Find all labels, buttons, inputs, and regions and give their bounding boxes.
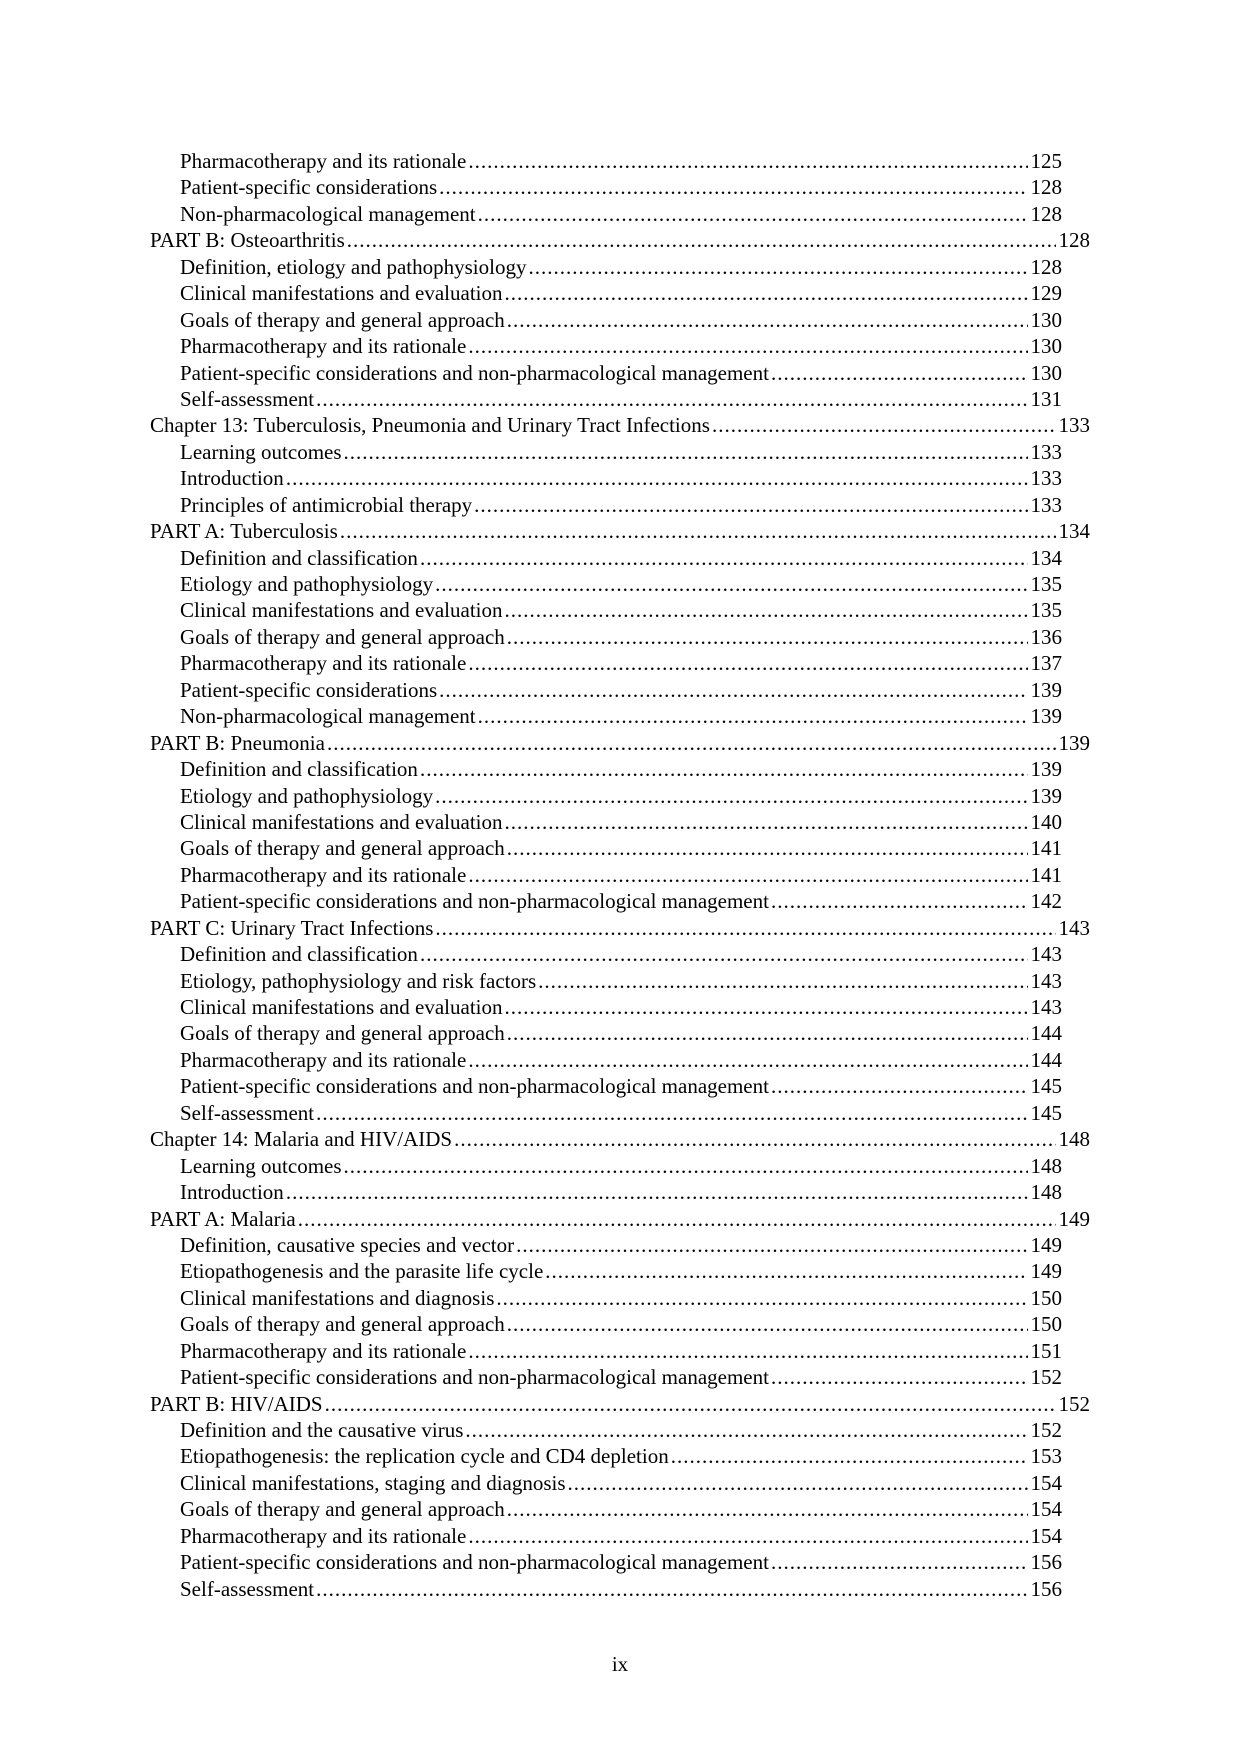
toc-subsection-entry — [180, 941, 1062, 967]
toc-entry-page-number: 128 — [1030, 201, 1062, 226]
dot-leader — [435, 915, 1055, 941]
dot-leader — [439, 677, 1027, 703]
toc-entry-page-number: 149 — [1030, 1232, 1062, 1257]
dot-leader — [507, 835, 1028, 861]
toc-subsection-entry — [180, 624, 1062, 650]
dot-leader — [505, 994, 1028, 1020]
toc-entry-title: Clinical manifestations, staging and diagnosis — [180, 1470, 566, 1495]
toc-entry-title: Introduction — [180, 466, 284, 491]
toc-section-entry — [150, 1206, 1090, 1232]
toc-entry-title: Introduction — [180, 1180, 284, 1205]
toc-subsection-entry — [180, 677, 1062, 703]
toc-entry-title: Goals of therapy and general approach — [180, 307, 505, 332]
toc-entry-page-number: 156 — [1030, 1550, 1062, 1575]
toc-entry-title: Clinical manifestations and evaluation — [180, 281, 503, 306]
toc-subsection-entry — [180, 597, 1062, 623]
toc-subsection-entry — [180, 307, 1062, 333]
toc-entry-title: Non-pharmacological management — [180, 201, 476, 226]
toc-subsection-entry — [180, 1232, 1062, 1258]
toc-entry-page-number: 142 — [1030, 889, 1062, 914]
toc-section-entry — [150, 915, 1090, 941]
toc-subsection-entry — [180, 1523, 1062, 1549]
toc-entry-page-number: 133 — [1030, 439, 1062, 464]
toc-subsection-entry — [180, 280, 1062, 306]
toc-section-entry — [150, 1391, 1090, 1417]
dot-leader — [496, 1285, 1027, 1311]
toc-subsection-entry — [180, 1443, 1062, 1469]
toc-entry-title: Self-assessment — [180, 386, 315, 411]
dot-leader — [505, 809, 1028, 835]
toc-section-entry — [150, 1126, 1090, 1152]
toc-entry-page-number: 130 — [1030, 360, 1062, 385]
toc-section-entry — [150, 412, 1090, 438]
toc-subsection-entry — [180, 1100, 1062, 1126]
toc-entry-page-number: 139 — [1058, 730, 1090, 755]
toc-entry-title: Clinical manifestations and evaluation — [180, 995, 503, 1019]
toc-subsection-entry — [180, 783, 1062, 809]
toc-entry-page-number: 134 — [1058, 519, 1090, 544]
toc-subsection-entry — [180, 650, 1062, 676]
dot-leader — [435, 783, 1027, 809]
toc-entry-page-number: 139 — [1030, 757, 1062, 782]
toc-subsection-entry — [180, 1311, 1062, 1337]
toc-entry-page-number: 128 — [1030, 175, 1062, 200]
toc-entry-page-number: 148 — [1030, 1153, 1062, 1178]
toc-subsection-entry — [180, 994, 1062, 1020]
toc-subsection-entry — [180, 201, 1062, 227]
dot-leader — [505, 597, 1028, 623]
toc-entry-page-number: 131 — [1030, 386, 1062, 411]
toc-subsection-entry — [180, 1576, 1062, 1602]
toc-entry-page-number: 154 — [1030, 1523, 1062, 1548]
toc-entry-title: Patient-specific considerations and non-pharmacological management — [180, 889, 769, 914]
toc-entry-page-number: 152 — [1058, 1391, 1090, 1416]
toc-subsection-entry — [180, 1153, 1062, 1179]
toc-entry-title: Goals of therapy and general approach — [180, 624, 505, 649]
toc-subsection-entry — [180, 1285, 1062, 1311]
toc-entry-title: Pharmacotherapy and its rationale — [180, 334, 467, 359]
toc-subsection-entry — [180, 703, 1062, 729]
dot-leader — [344, 1153, 1028, 1179]
toc-entry-title: Goals of therapy and general approach — [180, 1021, 505, 1046]
dot-leader — [545, 1258, 1027, 1284]
toc-subsection-entry — [180, 809, 1062, 835]
dot-leader — [468, 148, 1027, 174]
toc-entry-title: PART B: HIV/AIDS — [150, 1391, 323, 1416]
toc-entry-page-number: 133 — [1030, 466, 1062, 491]
dot-leader — [468, 650, 1027, 676]
toc-entry-title: Learning outcomes — [180, 1153, 342, 1178]
toc-entry-title: PART C: Urinary Tract Infections — [150, 915, 434, 940]
toc-subsection-entry — [180, 1179, 1062, 1205]
toc-entry-title: Non-pharmacological management — [180, 704, 476, 729]
toc-entry-title: Pharmacotherapy and its rationale — [180, 1338, 467, 1363]
toc-entry-title: Goals of therapy and general approach — [180, 836, 505, 861]
dot-leader — [468, 1047, 1027, 1073]
dot-leader — [468, 333, 1027, 359]
toc-subsection-entry — [180, 1258, 1062, 1284]
toc-subsection-entry — [180, 333, 1062, 359]
dot-leader — [420, 941, 1028, 967]
toc-entry-page-number: 139 — [1030, 677, 1062, 702]
toc-entry-title: Goals of therapy and general approach — [180, 1312, 505, 1337]
toc-entry-page-number: 152 — [1030, 1418, 1062, 1442]
toc-subsection-entry — [180, 148, 1062, 174]
toc-entry-page-number: 125 — [1030, 149, 1062, 173]
toc-entry-page-number: 149 — [1058, 1206, 1090, 1231]
dot-leader — [454, 1126, 1055, 1152]
toc-entry-page-number: 148 — [1030, 1180, 1062, 1205]
toc-entry-title: Pharmacotherapy and its rationale — [180, 1523, 467, 1548]
toc-subsection-entry — [180, 545, 1062, 571]
dot-leader — [420, 756, 1028, 782]
toc-subsection-entry — [180, 888, 1062, 914]
toc-entry-page-number: 140 — [1030, 809, 1062, 834]
toc-subsection-entry — [180, 492, 1062, 518]
toc-entry-title: PART A: Tuberculosis — [150, 519, 338, 544]
dot-leader — [468, 862, 1027, 888]
toc-entry-title: Patient-specific considerations and non-pharmacological management — [180, 1550, 769, 1575]
toc-entry-page-number: 152 — [1030, 1365, 1062, 1390]
dot-leader — [347, 227, 1056, 253]
toc-entry-title: Etiopathogenesis: the replication cycle and CD4 depletion — [180, 1444, 669, 1469]
dot-leader — [478, 703, 1028, 729]
dot-leader — [507, 624, 1028, 650]
toc-entry-title: Clinical manifestations and diagnosis — [180, 1285, 495, 1310]
toc-entry-title: Pharmacotherapy and its rationale — [180, 651, 467, 676]
toc-entry-title: Self-assessment — [180, 1100, 315, 1125]
toc-entry-page-number: 128 — [1058, 228, 1090, 253]
toc-entry-page-number: 145 — [1030, 1100, 1062, 1125]
toc-entry-title: PART A: Malaria — [150, 1206, 296, 1231]
toc-entry-page-number: 144 — [1030, 1021, 1062, 1046]
toc-entry-page-number: 134 — [1030, 545, 1062, 570]
toc-entry-page-number: 133 — [1058, 413, 1090, 438]
toc-subsection-entry — [180, 1047, 1062, 1073]
toc-entry-title: Definition and classification — [180, 545, 418, 570]
toc-entry-page-number: 129 — [1030, 281, 1062, 306]
toc-entry-title: Etiopathogenesis and the parasite life cycle — [180, 1259, 544, 1284]
toc-entry-title: Patient-specific considerations — [180, 175, 438, 200]
dot-leader — [474, 492, 1027, 518]
dot-leader — [478, 201, 1028, 227]
toc-entry-title: Definition and classification — [180, 757, 418, 782]
toc-entry-page-number: 135 — [1030, 598, 1062, 623]
toc-entry-title: Etiology, pathophysiology and risk factors — [180, 968, 537, 993]
toc-entry-page-number: 154 — [1030, 1470, 1062, 1495]
toc-subsection-entry — [180, 1073, 1062, 1099]
toc-subsection-entry — [180, 835, 1062, 861]
toc-entry-page-number: 154 — [1030, 1497, 1062, 1522]
dot-leader — [528, 254, 1027, 280]
toc-entry-title: Chapter 13: Tuberculosis, Pneumonia and Urinary Tract Infections — [150, 413, 710, 438]
toc-entry-title: Patient-specific considerations and non-pharmacological management — [180, 1365, 769, 1390]
page-number: ix — [611, 1652, 629, 1676]
dot-leader — [344, 439, 1028, 465]
toc-entry-title: Pharmacotherapy and its rationale — [180, 149, 467, 173]
dot-leader — [712, 412, 1056, 438]
toc-subsection-entry — [180, 571, 1062, 597]
dot-leader — [325, 1391, 1056, 1417]
dot-leader — [507, 1311, 1028, 1337]
dot-leader — [420, 545, 1028, 571]
dot-leader — [327, 730, 1056, 756]
toc-subsection-entry — [180, 360, 1062, 386]
toc-section-entry — [150, 518, 1090, 544]
dot-leader — [439, 174, 1027, 200]
dot-leader — [516, 1232, 1027, 1258]
toc-entry-page-number: 148 — [1058, 1127, 1090, 1152]
dot-leader — [505, 280, 1028, 306]
toc-entry-title: PART B: Pneumonia — [150, 730, 325, 755]
dot-leader — [771, 1073, 1028, 1099]
toc-entry-page-number: 153 — [1030, 1444, 1062, 1469]
dot-leader — [286, 1179, 1028, 1205]
toc-entry-title: Clinical manifestations and evaluation — [180, 809, 503, 834]
toc-entry-page-number: 141 — [1030, 862, 1062, 887]
dot-leader — [507, 307, 1028, 333]
toc-entry-page-number: 139 — [1030, 704, 1062, 729]
toc-subsection-entry — [180, 1417, 1062, 1443]
toc-entry-page-number: 133 — [1030, 492, 1062, 517]
dot-leader — [298, 1206, 1056, 1232]
toc-entry-page-number: 143 — [1030, 968, 1062, 993]
toc-entry-title: Goals of therapy and general approach — [180, 1497, 505, 1522]
toc-entry-page-number: 151 — [1030, 1338, 1062, 1363]
toc-subsection-entry — [180, 1470, 1062, 1496]
dot-leader — [771, 888, 1028, 914]
toc-entry-title: Principles of antimicrobial therapy — [180, 492, 473, 517]
toc-subsection-entry — [180, 254, 1062, 280]
toc-subsection-entry — [180, 862, 1062, 888]
toc-subsection-entry — [180, 439, 1062, 465]
toc-entry-page-number: 130 — [1030, 334, 1062, 359]
toc-section-entry — [150, 730, 1090, 756]
toc-entry-title: Patient-specific considerations and non-pharmacological management — [180, 1074, 769, 1099]
toc-entry-title: Etiology and pathophysiology — [180, 572, 434, 596]
toc-entry-title: Pharmacotherapy and its rationale — [180, 862, 467, 887]
toc-entry-title: PART B: Osteoarthritis — [150, 228, 345, 253]
toc-subsection-entry — [180, 1364, 1062, 1390]
toc-entry-title: Chapter 14: Malaria and HIV/AIDS — [150, 1127, 453, 1152]
toc-entry-title: Learning outcomes — [180, 439, 342, 464]
toc-entry-page-number: 141 — [1030, 836, 1062, 861]
dot-leader — [316, 1576, 1027, 1602]
toc-entry-page-number: 137 — [1030, 651, 1062, 676]
dot-leader — [771, 1364, 1028, 1390]
toc-entry-title: Definition and the causative virus — [180, 1418, 464, 1442]
toc-subsection-entry — [180, 386, 1062, 412]
toc-subsection-entry — [180, 968, 1062, 994]
toc-entry-page-number: 128 — [1030, 254, 1062, 279]
dot-leader — [316, 1100, 1027, 1126]
toc-entry-page-number: 143 — [1058, 915, 1090, 940]
dot-leader — [538, 968, 1027, 994]
dot-leader — [507, 1020, 1028, 1046]
table-of-contents — [0, 148, 1240, 1602]
toc-subsection-entry — [180, 465, 1062, 491]
toc-subsection-entry — [180, 1496, 1062, 1522]
toc-entry-page-number: 145 — [1030, 1074, 1062, 1099]
toc-subsection-entry — [180, 174, 1062, 200]
toc-entry-title: Self-assessment — [180, 1576, 315, 1601]
dot-leader — [507, 1496, 1028, 1522]
toc-entry-page-number: 150 — [1030, 1312, 1062, 1337]
toc-entry-page-number: 136 — [1030, 624, 1062, 649]
dot-leader — [568, 1470, 1028, 1496]
toc-entry-page-number: 150 — [1030, 1285, 1062, 1310]
dot-leader — [468, 1338, 1027, 1364]
dot-leader — [468, 1523, 1027, 1549]
toc-entry-page-number: 156 — [1030, 1576, 1062, 1601]
dot-leader — [286, 465, 1028, 491]
toc-entry-title: Definition and classification — [180, 942, 418, 967]
dot-leader — [771, 1549, 1028, 1575]
toc-entry-page-number: 143 — [1030, 995, 1062, 1019]
toc-entry-title: Patient-specific considerations and non-pharmacological management — [180, 360, 769, 385]
toc-entry-title: Definition, etiology and pathophysiology — [180, 254, 527, 279]
toc-entry-page-number: 135 — [1030, 572, 1062, 596]
toc-entry-title: Clinical manifestations and evaluation — [180, 598, 503, 623]
dot-leader — [435, 571, 1027, 597]
toc-entry-title: Etiology and pathophysiology — [180, 783, 434, 808]
toc-entry-page-number: 130 — [1030, 307, 1062, 332]
toc-entry-page-number: 143 — [1030, 942, 1062, 967]
toc-subsection-entry — [180, 1020, 1062, 1046]
toc-section-entry — [150, 227, 1090, 253]
dot-leader — [771, 360, 1028, 386]
toc-subsection-entry — [180, 1549, 1062, 1575]
toc-entry-title: Definition, causative species and vector — [180, 1232, 515, 1257]
toc-subsection-entry — [180, 1338, 1062, 1364]
dot-leader — [671, 1443, 1028, 1469]
toc-entry-page-number: 149 — [1030, 1259, 1062, 1284]
toc-subsection-entry — [180, 756, 1062, 782]
toc-entry-title: Patient-specific considerations — [180, 677, 438, 702]
toc-entry-page-number: 139 — [1030, 783, 1062, 808]
dot-leader — [340, 518, 1056, 544]
toc-entry-page-number: 144 — [1030, 1047, 1062, 1072]
toc-entry-title: Pharmacotherapy and its rationale — [180, 1047, 467, 1072]
dot-leader — [316, 386, 1027, 412]
dot-leader — [465, 1417, 1027, 1443]
